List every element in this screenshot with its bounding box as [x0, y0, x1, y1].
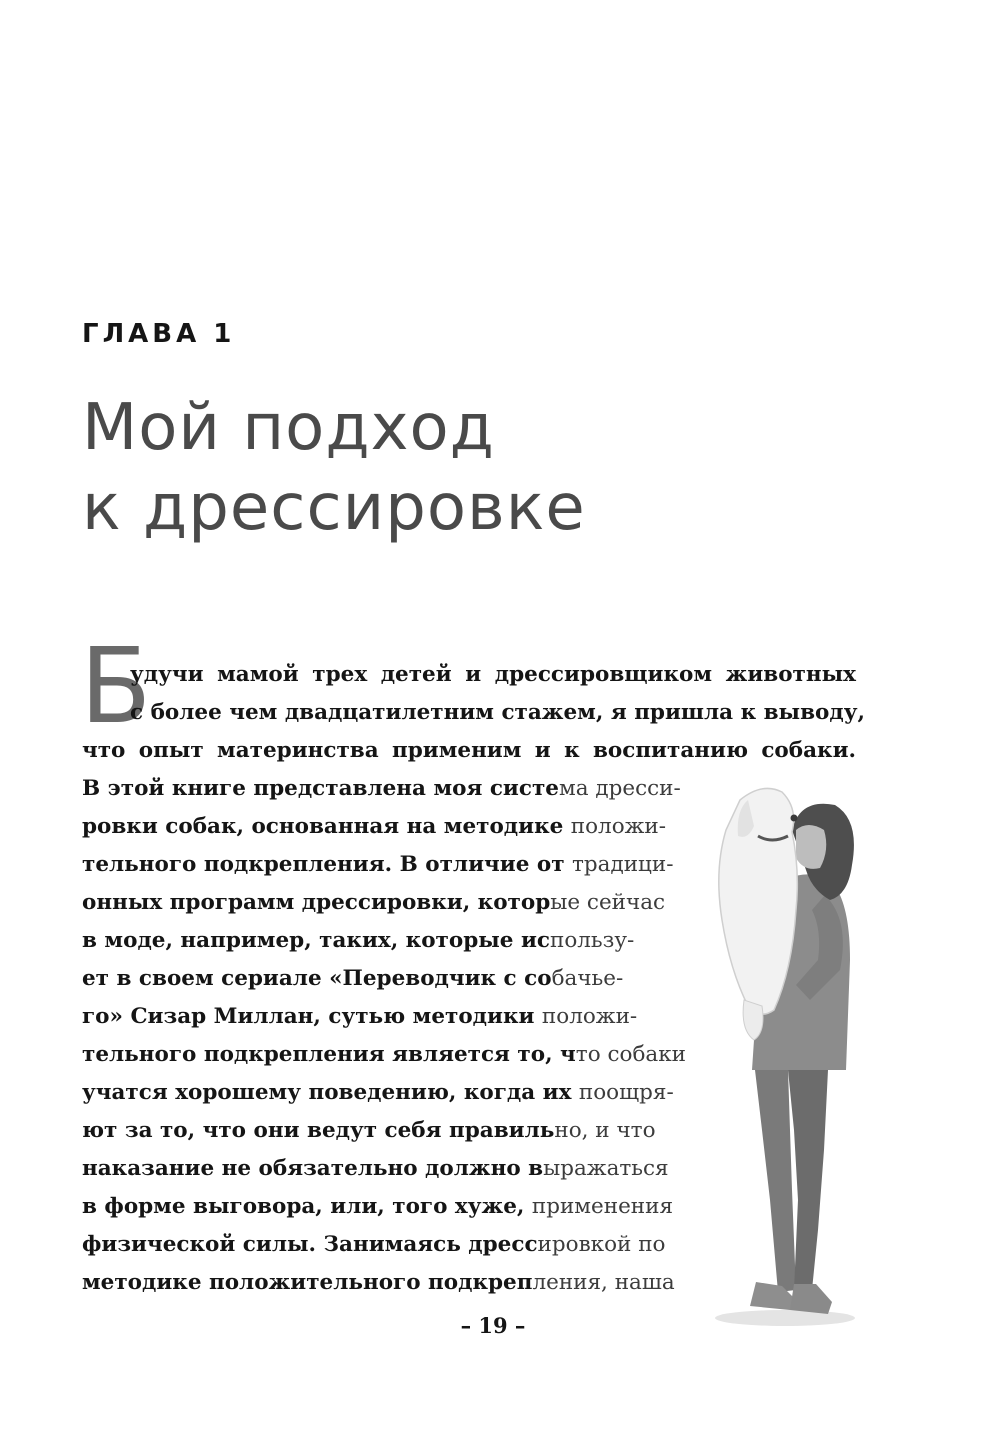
text-run-overlap: но, и что [554, 1118, 656, 1143]
text-line [82, 1188, 673, 1226]
text-line [82, 1074, 674, 1112]
face [796, 825, 826, 869]
text-run-overlap: ма дресси- [558, 776, 681, 801]
text-run: учатся хорошему поведению, когда их [82, 1080, 579, 1105]
text-run-overlap: положи- [541, 1004, 638, 1029]
text-run-overlap: пользу- [550, 928, 635, 953]
text-run-overlap: поощря- [578, 1080, 674, 1105]
text-run: в форме выговора, или, того хуже, [82, 1194, 532, 1219]
text-line [130, 656, 856, 694]
text-line [82, 770, 681, 808]
text-run: тельного подкрепления является то, ч [82, 1042, 576, 1067]
woman-holding-puppy-photo [700, 770, 870, 1330]
page-number: – 19 – [460, 1313, 526, 1338]
text-line [82, 808, 666, 846]
chapter-title-line-2: к дрессировке [82, 471, 586, 545]
text-run: методике положительного подкреп [82, 1270, 533, 1295]
text-run: ровки собак, основанная на методике [82, 814, 571, 839]
chapter-title-line-1: Мой подход [82, 391, 495, 465]
text-run-overlap: бачье- [551, 966, 624, 991]
text-run: физической силы. Занимаясь дресс [82, 1232, 538, 1257]
text-line [82, 846, 673, 884]
text-run: удучи мамой трех детей и дрессировщиком животных [130, 662, 856, 687]
text-run: в моде, например, таких, которые ис [82, 928, 550, 953]
puppy-paw [743, 1000, 763, 1040]
text-run: наказание не обязательно должно в [82, 1156, 544, 1181]
text-run: го» Сизар Миллан, сутью методики [82, 1004, 542, 1029]
text-run: ют за то, что они ведут себя правиль [82, 1118, 555, 1143]
text-run-overlap: традици- [572, 852, 674, 877]
text-run: с более чем двадцатилетним стажем, я пришла к выводу, [130, 700, 865, 725]
text-line [82, 998, 637, 1036]
text-run: тельного подкрепления. В отличие от [82, 852, 573, 877]
right-shoe [790, 1284, 832, 1314]
text-run-overlap: положи- [570, 814, 667, 839]
text-run-overlap: ыражаться [543, 1156, 669, 1181]
left-leg [755, 1070, 796, 1292]
text-run-overlap: ые сейчас [550, 890, 666, 915]
text-run-overlap: то собаки [575, 1042, 686, 1067]
text-run: ет в своем сериале «Переводчик с со [82, 966, 552, 991]
text-line [82, 1226, 666, 1264]
text-line [130, 694, 865, 732]
text-line [82, 1150, 669, 1188]
text-line [82, 1264, 675, 1302]
text-line [82, 922, 634, 960]
text-line [82, 1036, 686, 1074]
text-run: В этой книге представлена моя систе [82, 776, 559, 801]
text-run-overlap: ировкой по [537, 1232, 666, 1257]
text-run-overlap: ления, наша [532, 1270, 675, 1295]
text-line [82, 1112, 656, 1150]
text-run: онных программ дрессировки, котор [82, 890, 551, 915]
chapter-label: ГЛАВА 1 [82, 319, 236, 349]
text-line [82, 884, 665, 922]
text-line [82, 960, 623, 998]
text-line [82, 732, 856, 770]
puppy-nose [791, 815, 798, 822]
drop-cap-letter: Б [80, 625, 152, 747]
text-run-overlap: применения [531, 1194, 674, 1219]
chapter-title [82, 388, 586, 548]
text-run: что опыт материнства применим и к воспитанию собаки. [82, 738, 856, 763]
